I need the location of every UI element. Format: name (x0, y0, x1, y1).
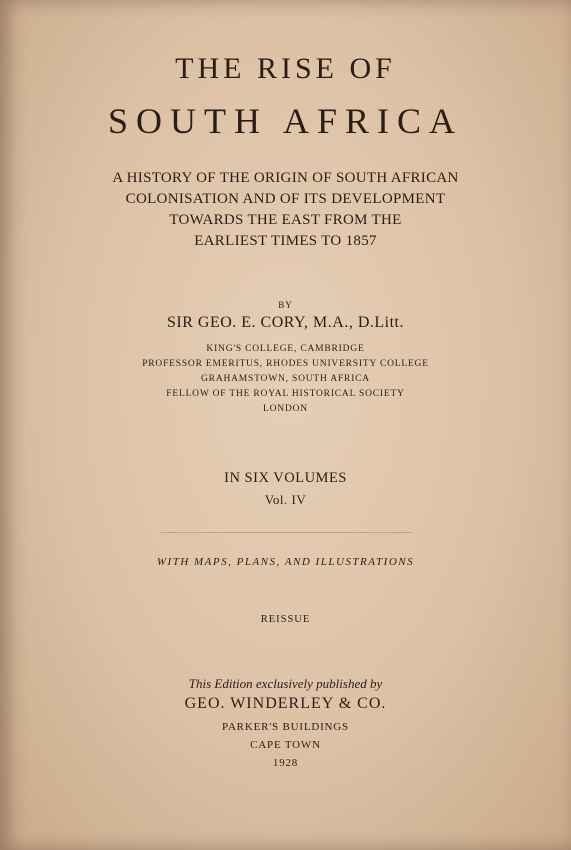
publisher-name: GEO. WINDERLEY & CO. (184, 695, 387, 712)
subtitle-line: TOWARDS THE EAST FROM THE (169, 212, 402, 228)
byline: BY (278, 300, 293, 310)
affiliation-line: PROFESSOR EMERITUS, RHODES UNIVERSITY COLLEGE (142, 359, 429, 369)
affiliation-line: GRAHAMSTOWN, SOUTH AFRICA (201, 374, 370, 384)
affiliation-line: KING'S COLLEGE, CAMBRIDGE (206, 344, 365, 354)
author-name: SIR GEO. E. CORY, M.A., D.Litt. (166, 314, 404, 331)
affiliation-line: LONDON (263, 404, 308, 414)
divider (160, 532, 411, 533)
address-line: PARKER'S BUILDINGS (222, 721, 349, 733)
affiliation-line: FELLOW OF THE ROYAL HISTORICAL SOCIETY (166, 389, 405, 399)
reissue-label: REISSUE (260, 614, 311, 625)
volume-number: Vol. IV (264, 492, 307, 507)
publisher-address (0, 718, 571, 772)
author-affiliations (0, 342, 571, 417)
illustrations-note: WITH MAPS, PLANS, AND ILLUSTRATIONS (156, 556, 415, 568)
publication-year: 1928 (272, 757, 299, 769)
subtitle-line: COLONISATION AND OF ITS DEVELOPMENT (125, 191, 446, 207)
volumes-count: IN SIX VOLUMES (224, 470, 347, 486)
title-line-2: SOUTH AFRICA (107, 101, 464, 141)
subtitle (0, 168, 571, 252)
address-line: CAPE TOWN (250, 739, 321, 751)
title-line-1: THE RISE OF (175, 52, 396, 85)
subtitle-line: EARLIEST TIMES TO 1857 (194, 233, 377, 249)
edition-note: This Edition exclusively published by (188, 676, 383, 691)
subtitle-line: A HISTORY OF THE ORIGIN OF SOUTH AFRICAN (112, 170, 459, 186)
